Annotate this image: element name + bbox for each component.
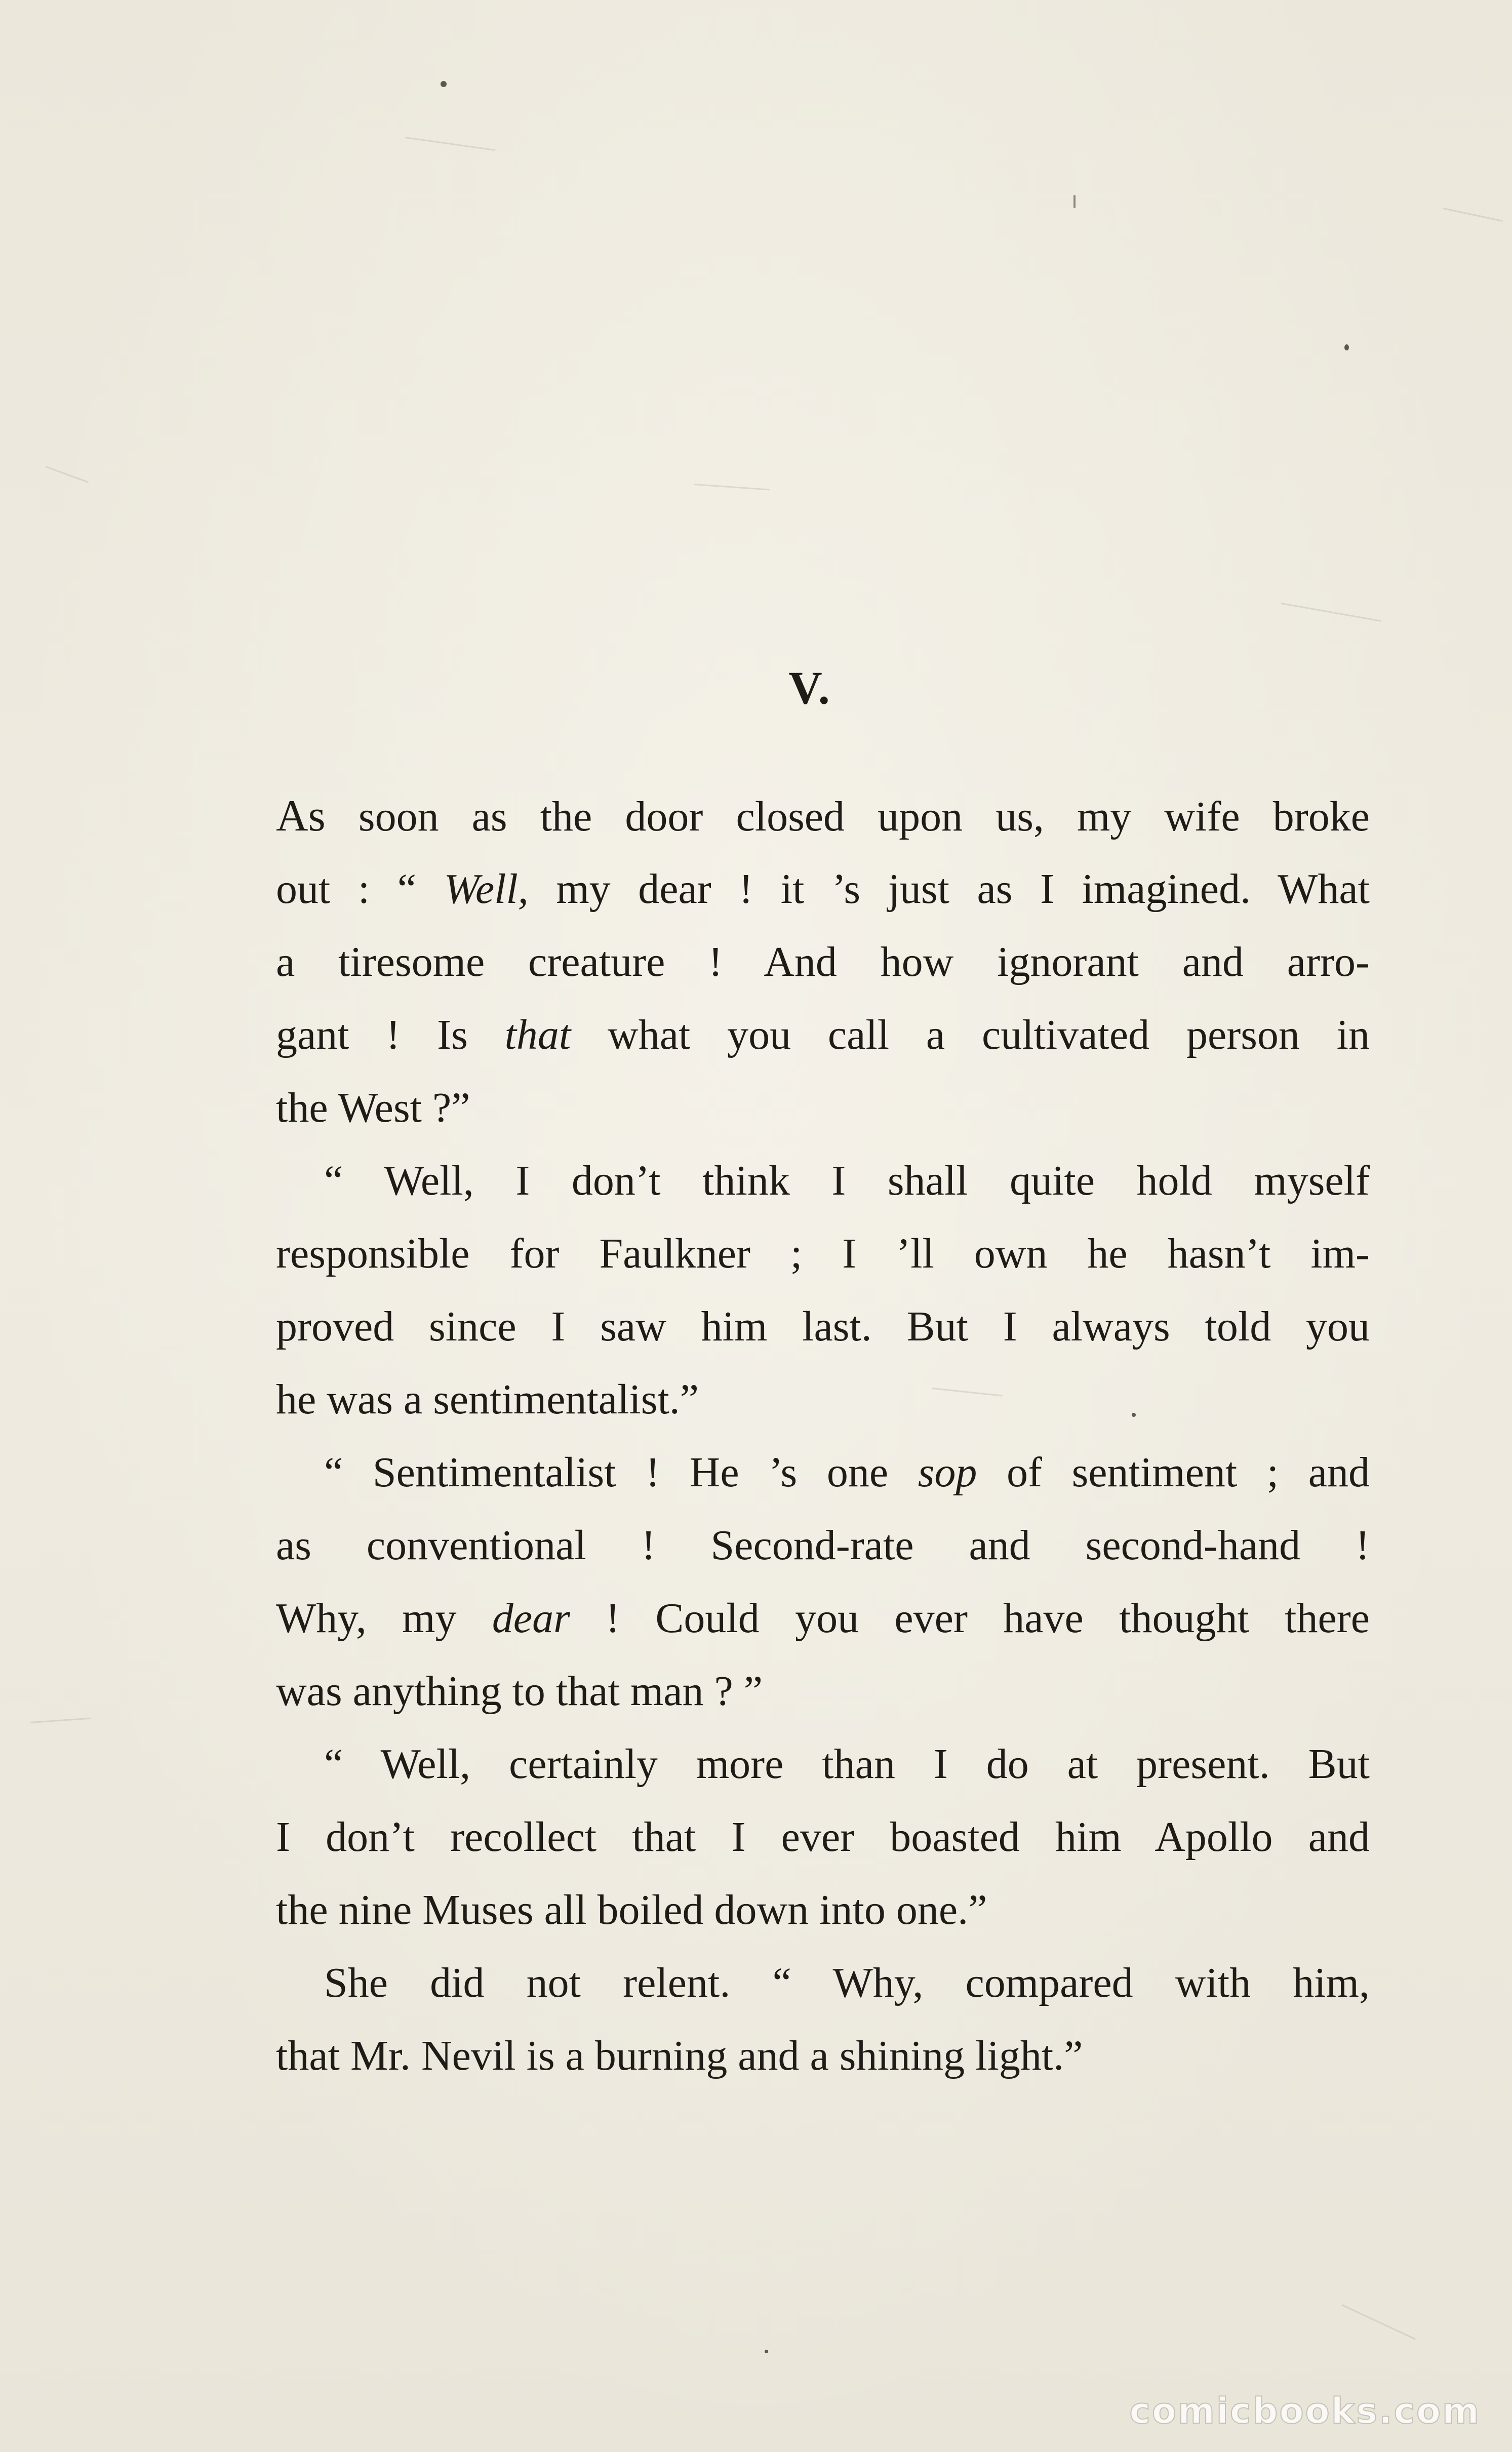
text-run: he was a sentimentalist.” <box>276 1376 699 1423</box>
text-run: proved since I saw him last. But I always told you <box>276 1303 1370 1350</box>
text-run: soon as the door closed upon us, my wife broke <box>325 793 1370 840</box>
body-text <box>276 780 1370 2092</box>
chapter-heading: V. <box>788 662 832 714</box>
text-run: “ Well, certainly more than I do at present. But <box>324 1741 1370 1788</box>
paper-streak <box>30 1718 91 1723</box>
paper-streak <box>1281 603 1381 622</box>
paper-speck <box>441 81 447 87</box>
text-line <box>276 1072 1370 1144</box>
italic-text: Well, <box>444 865 529 913</box>
text-line <box>276 1947 1370 2020</box>
text-line <box>276 999 1370 1072</box>
paper-speck <box>1073 195 1076 208</box>
paper-streak <box>405 137 496 151</box>
text-line <box>276 2020 1370 2092</box>
text-line <box>276 1363 1370 1436</box>
text-line <box>276 1655 1370 1728</box>
text-run: gant ! Is <box>276 1011 505 1058</box>
text-line <box>276 1582 1370 1655</box>
text-line <box>276 1144 1370 1217</box>
text-line <box>276 1436 1370 1509</box>
watermark: comicbooks.com <box>1129 2390 1481 2432</box>
text-run: my dear ! it ’s just as I imagined. What <box>528 865 1370 913</box>
text-run: that Mr. Nevil is a burning and a shining light.” <box>276 2032 1083 2079</box>
paper-streak <box>45 466 89 483</box>
italic-text: sop <box>918 1449 977 1496</box>
text-run: the nine Muses all boiled down into one.” <box>276 1886 987 1933</box>
text-line <box>276 1874 1370 1947</box>
text-run: as conventional ! Second-rate and second-hand ! <box>276 1522 1370 1569</box>
paper-streak <box>1341 2304 1415 2340</box>
paper-streak <box>1443 208 1503 222</box>
text-line <box>276 780 1370 853</box>
text-run: of sentiment ; and <box>977 1449 1370 1496</box>
text-run: a tiresome creature ! And how ignorant and arro- <box>276 938 1370 985</box>
italic-text: that <box>504 1011 571 1058</box>
text-run: Why, my <box>276 1595 492 1642</box>
paper-streak <box>694 484 770 490</box>
text-run: I don’t recollect that I ever boasted him Apollo and <box>276 1813 1370 1861</box>
text-run: what you call a cultivated person in <box>571 1011 1370 1058</box>
text-line <box>276 1290 1370 1363</box>
text-run: responsible for Faulkner ; I ’ll own he hasn’t im- <box>276 1230 1370 1277</box>
paper-speck <box>765 2350 768 2353</box>
text-run: the West ?” <box>276 1084 470 1131</box>
text-line <box>276 853 1370 926</box>
paper-speck <box>1344 344 1349 350</box>
text-run: out : “ <box>276 865 444 913</box>
text-run: was anything to that man ? ” <box>276 1668 763 1715</box>
italic-text: dear <box>492 1595 570 1642</box>
text-run: ! Could you ever have thought there <box>570 1595 1370 1642</box>
text-line <box>276 1217 1370 1290</box>
text-line <box>276 1728 1370 1801</box>
text-run: “ Sentimentalist ! He ’s one <box>324 1449 918 1496</box>
text-run: As <box>276 792 326 841</box>
text-run: She did not relent. “ Why, compared with him, <box>324 1959 1370 2006</box>
text-line <box>276 926 1370 999</box>
text-run: “ Well, I don’t think I shall quite hold myself <box>324 1157 1370 1204</box>
text-line <box>276 1801 1370 1874</box>
text-line <box>276 1509 1370 1582</box>
